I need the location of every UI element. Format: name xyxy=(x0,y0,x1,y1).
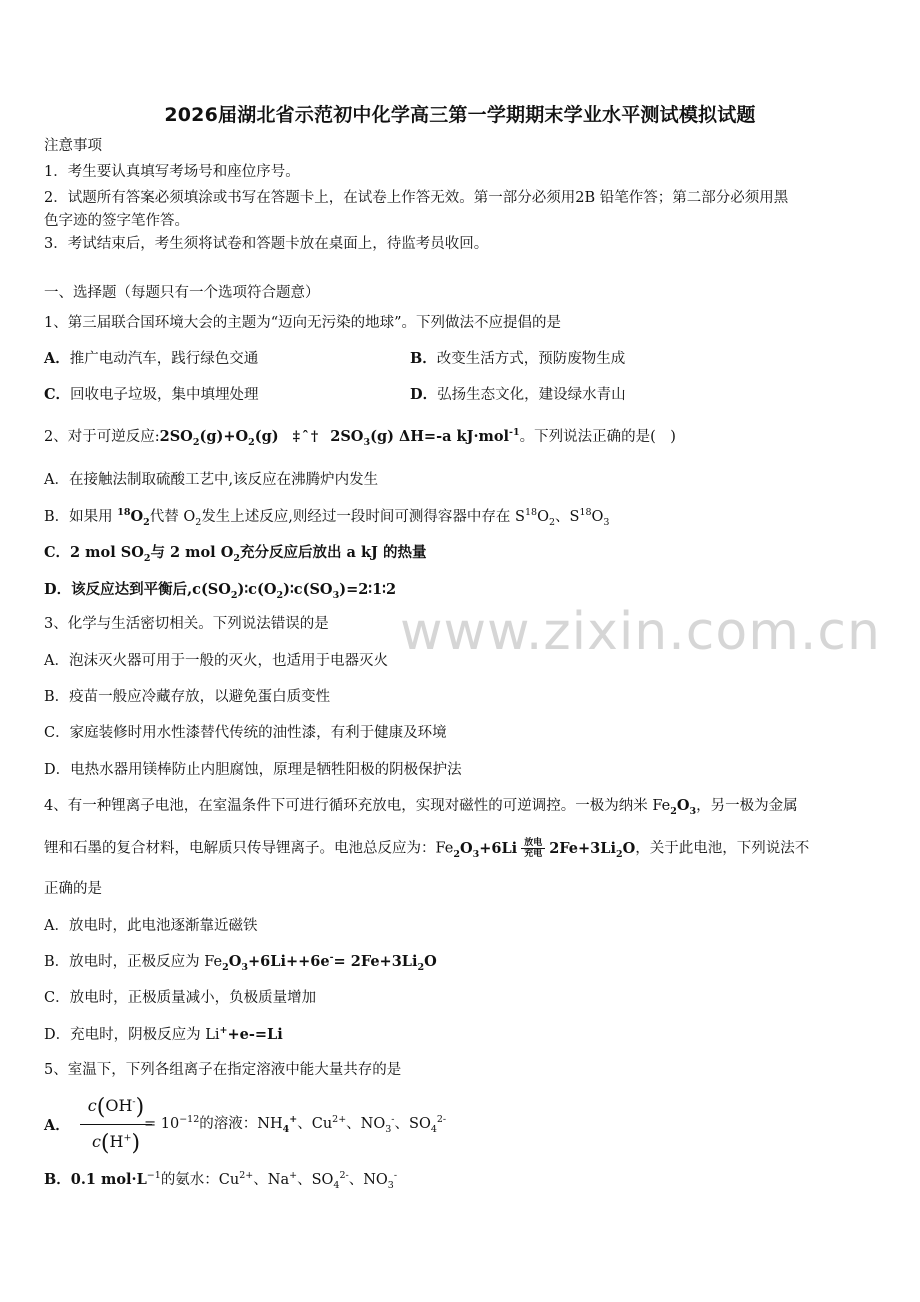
q4-text: O xyxy=(622,839,636,857)
q4-d-text: +e-=Li xyxy=(227,1026,283,1043)
q5-a-text: 、Cu xyxy=(297,1116,333,1132)
q2-d-sub: 2 xyxy=(276,589,284,601)
q4-sub: 3 xyxy=(472,848,480,860)
q5-option-a xyxy=(144,1114,864,1134)
q5-b-sub: 3 xyxy=(387,1179,394,1191)
q2-c-text: 与 2 mol O xyxy=(150,544,234,561)
q4-b-sub: 2 xyxy=(222,961,229,973)
q4-b-text: B．放电时，正极反应为 Fe xyxy=(44,954,223,970)
notice-item-1: 1．考生要认真填写考场号和座位序号。 xyxy=(44,164,300,180)
q5-b-text: 、SO xyxy=(297,1172,334,1188)
q3-option-c: C．家庭装修时用水性漆替代传统的油性漆，有利于健康及环境 xyxy=(44,725,447,741)
q5-option-b xyxy=(44,1170,880,1190)
q4-sub: 3 xyxy=(689,805,697,817)
q2-b-sub: 3 xyxy=(603,516,610,528)
q5-a-sup: - xyxy=(391,1114,395,1126)
hydrogen-ion: H xyxy=(109,1132,124,1151)
q5-b-text: B．0.1 mol·L xyxy=(44,1171,147,1188)
q4-d-sup: + xyxy=(219,1025,228,1037)
q4-b-text: = 2Fe+3Li xyxy=(333,953,418,970)
q2-stem-suffix: 。下列说法正确的是( ) xyxy=(519,429,676,445)
q5-stem: 5、室温下，下列各组离子在指定溶液中能大量共存的是 xyxy=(44,1062,402,1078)
q1-row-cd xyxy=(44,385,880,405)
q2-b-sup: 18 xyxy=(117,507,131,519)
q5-a-sup: + xyxy=(289,1114,298,1126)
q2-b-text: 、S xyxy=(555,509,580,525)
q5-a-sub: 4 xyxy=(282,1123,290,1135)
q2-d-sub: 2 xyxy=(230,589,238,601)
q4-option-a: A．放电时，此电池逐渐靠近磁铁 xyxy=(44,918,258,934)
q5-a-text: 的溶液：NH xyxy=(199,1116,283,1132)
q2-stem-prefix: 2、对于可逆反应: xyxy=(44,429,160,445)
q4-option-b xyxy=(44,952,880,972)
q5-a-text: = 10 xyxy=(144,1116,180,1132)
q1-option-b-wrap xyxy=(410,349,625,369)
q1-option-b-label: B． xyxy=(410,350,437,367)
notice-item-2-cont: 色字迹的签字笔作答。 xyxy=(44,213,189,229)
notice-item-2: 2．试题所有答案必须填涂或书写在答题卡上，在试卷上作答无效。第一部分必须用2B 铅笔作答；第二部分必须用黑 xyxy=(44,190,789,206)
q4-b-text: O xyxy=(228,953,242,970)
q2-reactant-1: 2SO xyxy=(159,428,193,445)
ion-charge: + xyxy=(123,1132,132,1144)
q5-option-a-label: A． xyxy=(44,1117,70,1134)
q1-option-a-label: A． xyxy=(44,350,70,367)
c-symbol: c xyxy=(91,1132,101,1151)
q4-b-text: +6Li++6e xyxy=(248,953,330,970)
watermark: www.zixin.com.cn xyxy=(400,602,881,662)
q4-b-sub: 3 xyxy=(241,961,249,973)
equilibrium-arrow-icon: ‡ˆ† xyxy=(292,429,321,445)
q2-d-text: )∶c(O xyxy=(237,581,277,598)
q5-a-sub: 4 xyxy=(430,1123,437,1135)
q2-c-sub: 2 xyxy=(143,552,151,564)
q1-option-c-label: C． xyxy=(44,386,71,403)
page-title: 2026届湖北省示范初中化学高三第一学期期末学业水平测试模拟试题 xyxy=(164,104,756,126)
q4-text: 锂和石墨的复合材料，电解质只传导锂离子。电池总反应为：Fe xyxy=(44,840,454,857)
q2-d-text: )=2∶1∶2 xyxy=(339,581,397,598)
q5-a-sup: −12 xyxy=(179,1114,200,1126)
q2-sub: 3 xyxy=(363,436,371,448)
q2-option-c xyxy=(44,543,880,563)
q5-a-sup: 2+ xyxy=(332,1114,347,1126)
q4-sub: 2 xyxy=(453,848,460,860)
q2-c-text: C．2 mol SO xyxy=(44,544,144,561)
q4-text: ，关于此电池，下列说法不 xyxy=(635,840,810,857)
q4-text: O xyxy=(676,797,690,814)
q1-option-c: 回收电子垃圾，集中填埋处理 xyxy=(70,387,259,403)
q2-product: 2SO xyxy=(330,428,364,445)
q3-option-b: B．疫苗一般应冷藏存放，以避免蛋白质变性 xyxy=(44,689,331,705)
q5-b-text: 的氨水：Cu xyxy=(160,1172,240,1188)
charge-label: 充电 xyxy=(524,849,543,859)
q2-b-text: O xyxy=(591,509,604,525)
q4-stem-line-3: 正确的是 xyxy=(44,881,102,897)
q4-text: O xyxy=(459,839,473,857)
q5-b-sup: 2- xyxy=(339,1170,349,1182)
q4-sub: 2 xyxy=(615,848,623,860)
q1-option-d: 弘扬生态文化，建设绿水青山 xyxy=(437,387,626,403)
q2-b-sub: 2 xyxy=(195,516,202,528)
q1-option-a: 推广电动汽车，践行绿色交通 xyxy=(69,351,259,367)
q4-text: 4、有一种锂离子电池，在室温条件下可进行循环充放电，实现对磁性的可逆调控。一极为纳米 Fe xyxy=(44,798,671,814)
c-symbol: c xyxy=(87,1096,97,1115)
q2-equation xyxy=(159,427,520,448)
q2-b-text: O xyxy=(130,508,144,525)
fraction-denominator: c(H+) xyxy=(91,1131,141,1156)
q3-option-d: D．电热水器用镁棒防止内胆腐蚀，原理是牺牲阳极的阴极保护法 xyxy=(44,762,462,778)
reaction-condition-arrow xyxy=(521,838,545,859)
q2-b-text: B．如果用 xyxy=(44,509,118,525)
q5-b-text: 、NO xyxy=(348,1172,388,1188)
q2-b-text: O xyxy=(537,509,549,525)
q2-text: (g)+O xyxy=(199,428,249,445)
q2-d-sub: 3 xyxy=(332,589,340,601)
q3-stem: 3、化学与生活密切相关。下列说法错误的是 xyxy=(44,616,329,632)
section-title: 一、选择题（每题只有一个选项符合题意） xyxy=(44,285,320,301)
q5-a-sub: 3 xyxy=(385,1123,392,1135)
q4-sub: 2 xyxy=(670,805,677,817)
q2-option-d xyxy=(44,580,880,600)
q2-stem xyxy=(44,427,880,447)
q4-option-c: C．放电时，正极质量减小，负极质量增加 xyxy=(44,990,317,1006)
q2-b-sub: 2 xyxy=(143,516,150,528)
q3-option-a: A．泡沫灭火器可用于一般的灭火，也适用于电器灭火 xyxy=(44,653,388,669)
q4-stem-line-2 xyxy=(44,838,880,859)
ion-charge: - xyxy=(132,1096,136,1108)
q2-c-sub: 2 xyxy=(233,552,240,564)
q5-b-sub: 4 xyxy=(333,1179,340,1191)
q4-stem-line-1 xyxy=(44,796,880,816)
q5-b-sup: + xyxy=(289,1170,298,1182)
q2-b-sup: 18 xyxy=(524,507,538,519)
q2-option-a: A．在接触法制取硫酸工艺中,该反应在沸腾炉内发生 xyxy=(44,472,379,488)
q4-b-sub: 2 xyxy=(417,961,425,973)
q1-stem: 1、第三届联合国环境大会的主题为“迈向无污染的地球”。下列做法不应提倡的是 xyxy=(44,315,562,331)
q5-b-sup: −1 xyxy=(146,1170,161,1182)
discharge-label: 放电 xyxy=(521,838,545,849)
q2-sup: -1 xyxy=(509,427,520,439)
q5-a-text: 、SO xyxy=(394,1116,431,1132)
q2-sub: 2 xyxy=(192,436,200,448)
q1-row-ab xyxy=(44,349,880,369)
q2-b-sup: 18 xyxy=(579,507,592,519)
notice-item-3: 3．考试结束后，考生须将试卷和答题卡放在桌面上，待监考员收回。 xyxy=(44,236,489,252)
q2-text: (g) xyxy=(254,428,279,445)
q2-d-text: D．该反应达到平衡后,c(SO xyxy=(44,581,231,598)
q2-d-text: )∶c(SO xyxy=(283,581,333,598)
q5-b-sup: - xyxy=(393,1170,398,1182)
fraction-numerator: c(OH-) xyxy=(80,1095,152,1125)
q2-sub: 2 xyxy=(248,436,255,448)
q2-b-sub: 2 xyxy=(548,516,555,528)
q1-option-d-label: D． xyxy=(410,386,438,403)
q5-a-text: 、NO xyxy=(346,1116,386,1132)
q4-option-d xyxy=(44,1025,880,1045)
q2-text: (g) ΔH=-a kJ·mol xyxy=(370,428,510,445)
notice-heading: 注意事项 xyxy=(44,138,102,154)
q1-option-b: 改变生活方式，预防废物生成 xyxy=(436,351,626,367)
q5-b-sup: 2+ xyxy=(239,1170,254,1182)
q4-text: 2Fe+3Li xyxy=(549,839,616,857)
q2-b-text: 代替 O xyxy=(149,509,196,525)
q2-option-b xyxy=(44,507,880,527)
q2-b-text: 发生上述反应,则经过一段时间可测得容器中存在 S xyxy=(201,509,525,525)
hydroxide-ion: OH xyxy=(105,1096,133,1115)
q5-b-text: 、Na xyxy=(253,1172,290,1188)
q4-text: ，另一极为金属 xyxy=(696,798,798,814)
q4-text: +6Li xyxy=(479,839,518,857)
q2-c-text: 充分反应后放出 a kJ 的热量 xyxy=(240,544,427,561)
q4-b-sup: - xyxy=(329,952,334,964)
concentration-ratio-fraction xyxy=(80,1095,152,1156)
q4-d-text: D．充电时，阴极反应为 Li xyxy=(44,1027,220,1043)
q5-a-sup: 2- xyxy=(436,1114,447,1126)
q1-option-d-wrap xyxy=(410,385,626,405)
q4-b-text: O xyxy=(424,953,437,970)
